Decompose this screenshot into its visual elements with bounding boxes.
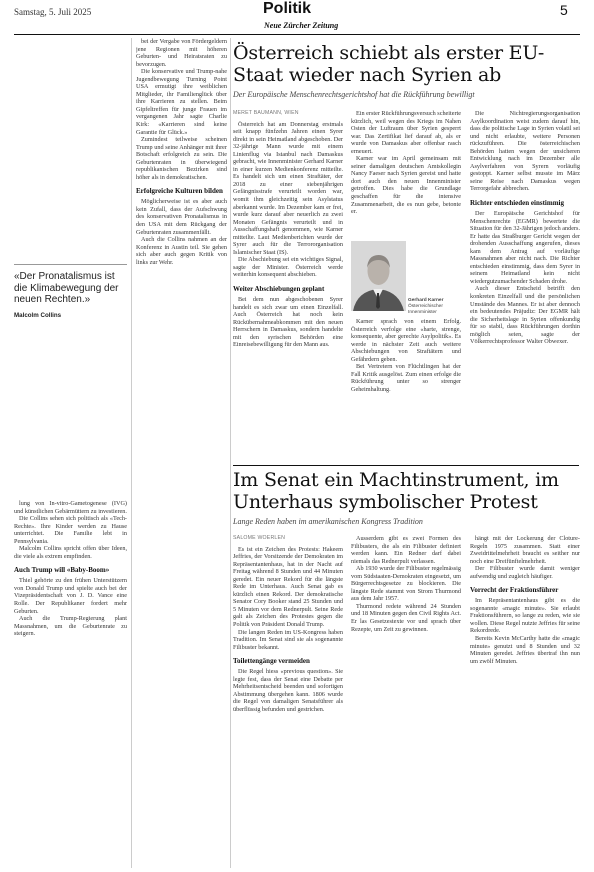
column-divider — [131, 38, 132, 868]
paragraph: Ein erster Rückführungsversuch scheiterte kürzlich, weil wegen des Kriegs im Nahen Osten der Luftraum über Syrien gesperrt war. Das Zertifikat lief darauf ab, als er wurde von Damaskus aber offenbar rasch erneuert. — [351, 110, 461, 155]
paragraph: Die Collins sehen sich politisch als «Tech-Rechte». Ihre Kinder werden zu Hause unterrichtet. Die Familie lebt in Pennsylvania. — [14, 515, 127, 545]
masthead: Neue Zürcher Zeitung — [264, 21, 339, 30]
paragraph: Der Filibuster wurde damit weniger aufwendig und zugleich häufiger. — [470, 565, 580, 580]
paragraph: bei der Vergabe von Fördergeldern jene Regionen mit höheren Geburten- und Heiratsraten zu bevorzugen. — [136, 38, 227, 68]
subheading: Richter entschieden einstimmig — [470, 199, 564, 208]
paragraph: Thurmond redete während 24 Stunden und 18 Minuten gegen den Civil Rights Act. Er las Gesetzestexte vor und sprach über Rezepte, um Zeit zu gewinnen. — [351, 602, 461, 633]
paragraph: Bereits Kevin McCarthy hatte die «magic minute» genutzt und 8 Stunden und 32 Minuten geredet. Jeffries übertraf ihn nun um zwölf Minuten. — [470, 635, 580, 665]
quote-rule — [14, 264, 127, 265]
section-title: Politik — [263, 0, 312, 17]
paragraph: hängt mit der Lockerung der Cloture-Regeln 1975 zusammen. Statt einer Zweidrittelmehrheit braucht es seither nur noch eine Dreifünftelmehrheit. — [470, 535, 580, 565]
article2-byline: SALOME WOERLEN — [233, 535, 286, 541]
portrait-image — [351, 241, 406, 311]
quote-text: «Der Pronatalismus ist die Klimabewegung der neuen Rechten.» — [14, 271, 119, 305]
paragraph: Malcolm Collins spricht offen über Ideen, die viele als extrem empfinden. — [14, 545, 127, 560]
paragraph: lung von In-vitro-Gametogenese (IVG) und künstlichen Gebärmüttern zu investieren. — [14, 500, 127, 515]
article2-column-3 — [470, 535, 580, 868]
paragraph: Es ist ein Zeichen des Protests: Hakeem Jeffries, der Vorsitzende der Demokraten im Repräsentantenhaus, hat in der Nacht auf Freitag während 8 Stunden und 44 Minuten geredet. Ein neuer Rekord für die längste Rede im Unterhaus. Auch Senat gab es kürzlich einen Rekord. Der demokratische Senator Cory Booker stand 25 Stunden und 5 Minuten vor dem Rednerpult. Seine Rede galt als Zeichen des Protestes gegen die Politik von Präsident Donald Trump. — [233, 545, 343, 629]
photo-caption — [408, 298, 468, 315]
paragraph: Bei dem nun abgeschobenen Syrer handelt es sich zwar um einen Einzelfall. Auch Österreich hat noch kein Rückübernahmeabkommen mit den neuen Herrschern in Damaskus, sondern handelte mit den syrischen Behörden eine Einreisebewilligung für den Mann aus. — [233, 296, 343, 349]
paragraph: Österreich hat am Donnerstag erstmals seit knapp fünfzehn Jahren einen Syrer direkt in sein Heimatland abgeschoben. Der 32-jährige Mann wurde mit einem Linienflug via Istanbul nach Damaskus gebracht, wie Innenminister Gerhard Karner in einer kurzen Medienkonferenz mitteilte. Es handelt sich um einen Straftäter, der 2018 zu einer siebenjährigen Gefängnisstrafe verurteilt worden war, womit ihm gleichzeitig sein Asylstatus aberkannt wurde. Im Dezember kam er frei, wurde kurz darauf aber neuerlich zu zwei Monaten Gefängnis verurteilt und in Ausschaffungshaft genommen, wie Karner mitteilte. Laut Medienberichten wurde der Syrer auch für die Terrororganisation Islamischer Staat (IS). — [233, 120, 343, 256]
paragraph: Der Europäische Gerichtshof für Menschenrechte (EGMR) bewertete die Situation für den 32-Jährigen jedoch anders. Er hatte das Straßburger Gericht wegen der drohenden Ausschaffung angerufen, dieses kam dem Antrag auf vorläufige Massnahmen aber nicht nach. Die Richter entschieden einstimmig, dass dem Syrer in seinem Heimatland kein nicht wiedergutzumachender Schaden drohe. — [470, 210, 580, 285]
subheading: Toilettengänge vermeiden — [233, 657, 310, 666]
article2-column-1 — [233, 535, 343, 868]
article-separator — [233, 465, 579, 466]
article1-column-2b — [351, 318, 461, 460]
paragraph: Bei Vertretern von Flüchtlingen hat der Fall Kritik ausgelöst. Zum einen erfolge die Rückführung unter so strenger Geheimhaltung. — [351, 363, 461, 393]
paragraph: Im Repräsentantenhaus gibt es die sogenannte «magic minute». Sie erlaubt Fraktionsführern, so lange zu reden, wie sie wollen. Diese Regel nutzte Jeffries für seine Rekordrede. — [470, 597, 580, 635]
subheading: Vorrecht der Fraktionsführer — [470, 586, 559, 595]
header-rule — [14, 34, 580, 35]
subheading: Auch Trump will «Baby-Boom» — [14, 566, 110, 575]
paragraph: Die Nichtregierungsorganisation Asylkoordination weist zudem darauf hin, dass die politische Lage in Syrien volatil sei und nicht erlaubte, weitere Personen rückzuführen. Die österreichischen Behörden hatten wegen der unsicheren Entwicklung nach im Dezember alle Asylverfahren von Syrern vorläufig gestoppt. Karner selbst musste im März seine Reise nach Damaskus wegen Terrorgefahr abbrechen. — [470, 110, 580, 193]
page-number: 5 — [560, 2, 568, 18]
subheading: Weiter Abschiebungen geplant — [233, 285, 325, 294]
paragraph: Zumindest teilweise scheinen Trump und seine Anhänger mit ihrer Botschaft erfolgreich zu sein. Die Geburtenraten in überwiegend republikanischen Bezirken sind höher als in demokratischen. — [136, 136, 227, 181]
paragraph: Auch die Collins nahmen an der Konferenz in Austin teil. Sie gehen sich aber auch gegen Kritik von links zur Wehr. — [136, 236, 227, 266]
article2-deck: Lange Reden haben im amerikanischen Kongress Tradition — [233, 517, 423, 526]
quote-author: Malcolm Collins — [14, 311, 62, 319]
paragraph: Die Abschiebung sei ein wichtiges Signal, sagte der Minister. Österreich werde weiterhin konsequent abschieben. — [233, 256, 343, 279]
article1-deck: Der Europäische Menschenrechtsgerichtshof hat die Rückführung bewilligt — [233, 90, 475, 99]
paragraph: Thiel gehörte zu den frühen Unterstützern von Donald Trump und spielte auch bei der Vizepräsidentschaft von J. D. Vance eine Rolle. Der Republikaner fordert mehr Geburten. — [14, 577, 127, 615]
paragraph: Ab 1930 wurde der Filibuster regelmässig vom Südstaaten-Demokraten eingesetzt, um Bürgerrechtsgesetze zu blockieren. Die längste Rede stammt von Strom Thurmond aus dem Jahr 1957. — [351, 565, 461, 603]
article1-column-3 — [470, 110, 580, 460]
article1-column-1 — [233, 110, 343, 460]
paragraph: Die Regel hiess «previous question». Sie legte fest, dass der Senat eine Debatte per Mehrheitsentscheid beenden und sofortigen Abstimmung übergehen kann. 1806 wurde die Regel von damaligen Senatsführer als überflüssig befunden und gestrichen. — [233, 668, 343, 713]
column-divider — [230, 38, 231, 868]
paragraph: Karner war im April gemeinsam mit seiner damaligen deutschen Amtskollegin Nancy Faeser nach Syrien gereist und hatte dort auch den neuen Innenminister getroffen. Dies habe die Grundlage geschaffen für die intensive Zusammenarbeit, die es nun gebe, betonte er. — [351, 155, 461, 216]
article1-column-2 — [351, 110, 461, 238]
issue-date: Samstag, 5. Juli 2025 — [14, 7, 92, 17]
paragraph: Auch dieser Entscheid betrifft den konkreten Einzelfall und die persönlichen Umstände des Mannes. Er ist aber dennoch ein bedeutendes Präjudiz: Der EGMR hält die Sicherheitslage in Syrien offenkundig für so stabil, dass Rückführungen dorthin möglich seien, sagte der Völkerrechtsprofessor Walter Obwexer. — [470, 285, 580, 346]
article1-byline: MERET BAUMANN, WIEN — [233, 110, 299, 116]
paragraph: Karner sprach von einem Erfolg. Österreich verfolge eine «harte, strenge, konsequente, aber gerechte Asylpolitik». Es werde in nächster Zeit auch weitere Abschiebungen von Straftätern und Gefährdern geben. — [351, 318, 461, 363]
article2-column-2 — [351, 535, 461, 868]
left-col1-body — [14, 500, 127, 560]
article2-headline: Im Senat ein Machtinstrument, im Unterhaus symbolischer Protest — [233, 469, 559, 513]
left-column-1 — [14, 500, 127, 865]
pull-quote — [14, 264, 127, 319]
article1-headline: Österreich schiebt als erster EU-Staat wieder nach Syrien ab — [233, 42, 545, 86]
paragraph: Die langen Reden im US-Kongress haben Tradition. Im Senat sind sie als sogenannte Filibuster bekannt. — [233, 628, 343, 651]
left-column-2 — [136, 38, 227, 868]
caption-role: Österreichischer Innenminister — [408, 303, 443, 315]
paragraph: Möglicherweise ist es aber auch kein Zufall, dass der Aufschwung des konservativen Pronatalismus in den USA mit dem Rückgang der Geburtenraten zusammenfällt. — [136, 198, 227, 236]
subheading: Erfolgreiche Kulturen bilden — [136, 187, 223, 196]
paragraph: Ausserdem gibt es zwei Formen des Filibusters, die als ein Filibuster definiert werden kann. Ein Redner darf dabei niemals das Rednerpult verlassen. — [351, 535, 461, 565]
portrait-photo — [351, 241, 406, 311]
caption-name: Gerhard Karner — [408, 298, 444, 303]
paragraph: Die konservative und Trump-nahe Jugendbewegung Turning Point USA ermutigt ihre weiblichen Mitglieder, ihr Familienglück über ihre Karrieren zu stellen. Beim Gipfeltreffen für junge Frauen im vergangenen Jahr sagte Charlie Kirk: «Karrieren sind keine Garantie für Glück.» — [136, 68, 227, 136]
paragraph: Auch die Trump-Regierung plant Massnahmen, um die Geburtenrate zu steigern. — [14, 615, 127, 638]
